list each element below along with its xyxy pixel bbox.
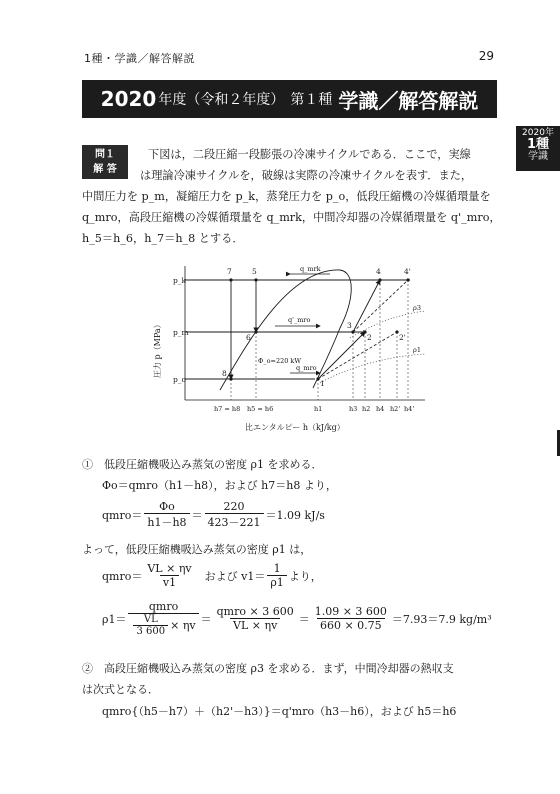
eq4-inner-tail: × ηv bbox=[170, 619, 196, 632]
point-7: 7 bbox=[227, 267, 232, 276]
eq4-inner-frac bbox=[133, 614, 168, 637]
item1-heading: ① 低段圧縮機吸込み蒸気の密度 ρ1 を求める． bbox=[82, 458, 323, 471]
point-4p: 4' bbox=[404, 267, 411, 276]
eq4-num2: qmro × 3 600 bbox=[216, 605, 294, 618]
page-number: 29 bbox=[478, 49, 494, 63]
eq2-result: ＝1.09 kJ/s bbox=[265, 509, 325, 522]
x-tick-h7h8: h7 = h8 bbox=[214, 405, 241, 413]
side-tab-grade: 1種 bbox=[526, 137, 550, 153]
eq4-den1 bbox=[128, 613, 198, 637]
y-tick-pm: p_m bbox=[173, 328, 189, 337]
eq4-den3: 660 × 0.75 bbox=[317, 618, 385, 632]
eq2-equals: ＝ bbox=[191, 509, 203, 522]
eq4-lhs: ρ1＝ bbox=[102, 612, 127, 626]
x-tick-h5h6: h5 = h6 bbox=[247, 405, 274, 413]
flow-label-qmrk: q_mrk bbox=[300, 265, 321, 273]
eq2-mid-num: 220 bbox=[223, 500, 245, 513]
eq3-den: v1 bbox=[160, 575, 179, 589]
eq2-frac1 bbox=[144, 500, 189, 530]
y-tick-pk: p_k bbox=[173, 276, 187, 285]
flow-label-qmro-prime: q'_mro bbox=[288, 316, 311, 324]
title-nendo: 年度（令和２年度） bbox=[158, 92, 285, 108]
eq2-mid-den: 423－221 bbox=[205, 513, 264, 530]
eq4-frac1 bbox=[128, 600, 198, 637]
eq3-num: VL × ηv bbox=[147, 562, 192, 575]
title-year: 2020 bbox=[100, 87, 157, 111]
eq4-frac3 bbox=[312, 605, 390, 632]
eq2-num: Φo bbox=[159, 500, 175, 513]
eq3-frac1 bbox=[144, 562, 194, 589]
eq3-den2: ρ1 bbox=[267, 575, 286, 589]
eq4-equals-1: ＝ bbox=[200, 612, 212, 626]
running-header: 1種・学識／解答解説 bbox=[84, 52, 195, 65]
question-badge-answer: 解 答 bbox=[93, 164, 117, 175]
eq4-result: ＝7.93＝7.9 kg/m³ bbox=[391, 612, 492, 626]
question-badge bbox=[82, 145, 128, 179]
eq4-inner-den: 3 600 bbox=[133, 625, 168, 637]
title-main: 学識／解答解説 bbox=[338, 88, 479, 113]
y-axis-label: 圧力 p（MPa） bbox=[153, 320, 162, 378]
item2-heading: ② 高段圧縮機吸込み蒸気の密度 ρ3 を求める．まず，中間冷却器の熱収支 bbox=[82, 662, 454, 675]
point-3: 3 bbox=[347, 321, 352, 330]
item2-line2: は次式となる． bbox=[82, 683, 159, 696]
point-5: 5 bbox=[252, 267, 257, 276]
eq4-den2: VL × ηv bbox=[230, 618, 280, 632]
item1-eq4 bbox=[102, 600, 492, 637]
side-tab-subject: 学識 bbox=[528, 151, 548, 163]
rho1-label: ρ1 bbox=[413, 346, 421, 354]
point-6: 6 bbox=[246, 333, 251, 342]
ph-diagram bbox=[150, 258, 440, 438]
x-tick-h2: h2 bbox=[362, 405, 371, 413]
title-grade: 第１種 bbox=[290, 92, 333, 108]
flow-label-qmro: q_mro bbox=[296, 364, 317, 372]
x-axis-label: 比エンタルピー h（kJ/kg） bbox=[245, 423, 345, 432]
x-tick-h4: h4 bbox=[376, 405, 385, 413]
item1-eq2 bbox=[102, 500, 325, 530]
eq2-den: h1－h8 bbox=[144, 513, 189, 530]
x-tick-h3: h3 bbox=[349, 405, 358, 413]
eq2-frac2 bbox=[205, 500, 264, 530]
paragraph-line-3: 中間圧力を p_m，凝縮圧力を p_k，蒸発圧力を p_o，低段圧縮機の冷媒循環量を bbox=[82, 190, 491, 203]
eq4-frac2 bbox=[214, 605, 297, 632]
item2-eq: qmro{（h5－h7）＋（h2'－h3）}＝q'mro（h3－h6），および h5＝h6 bbox=[102, 705, 457, 718]
question-badge-number: 問１ bbox=[95, 149, 115, 160]
y-tick-po: p_o bbox=[173, 375, 187, 384]
point-2: 2 bbox=[367, 333, 372, 342]
paragraph-line-1: 下図は，二段圧縮一段膨張の冷凍サイクルである．ここで，実線 bbox=[148, 148, 471, 161]
paragraph-line-5: h_5＝h_6，h_7＝h_8 とする． bbox=[82, 232, 244, 245]
point-4: 4 bbox=[376, 267, 381, 276]
item1-eq1: Φo＝qmro（h1－h8），および h7＝h8 より， bbox=[102, 479, 337, 492]
eq2-lhs: qmro＝ bbox=[102, 509, 143, 522]
x-tick-h4p: h4' bbox=[404, 405, 415, 413]
eq4-inner-num: VL bbox=[143, 614, 158, 625]
eq4-equals-2: ＝ bbox=[298, 612, 310, 626]
eq3-lhs: qmro＝ bbox=[102, 569, 143, 583]
side-tab-year: 2020年 bbox=[522, 128, 554, 138]
point-2p: 2' bbox=[399, 333, 406, 342]
title-bar bbox=[82, 80, 497, 118]
eq3-mid: および v1＝ bbox=[204, 569, 266, 583]
paragraph-line-4: q_mro，高段圧縮機の冷媒循環量を q_mrk，中間冷却器の冷媒循環量を q'_mro， bbox=[82, 211, 501, 224]
side-index-tab bbox=[516, 126, 560, 171]
rho3-label: ρ3 bbox=[413, 304, 421, 312]
point-8: 8 bbox=[222, 369, 227, 378]
flow-label-phi: Φ_o=220 kW bbox=[258, 357, 302, 365]
x-tick-h2p: h2' bbox=[390, 405, 401, 413]
eq4-num1: qmro bbox=[148, 600, 179, 613]
eq3-num2: 1 bbox=[273, 562, 281, 575]
item1-text2: よって，低段圧縮機吸込み蒸気の密度 ρ1 は， bbox=[82, 543, 312, 556]
eq3-frac2 bbox=[267, 562, 286, 589]
item1-eq3 bbox=[102, 562, 322, 589]
paragraph-line-2: は理論冷凍サイクルを，破線は実際の冷凍サイクルを表す．また， bbox=[140, 169, 473, 182]
point-1: 1 bbox=[320, 379, 325, 388]
x-tick-h1: h1 bbox=[314, 405, 323, 413]
eq3-tail: より， bbox=[288, 569, 322, 583]
eq4-num3: 1.09 × 3 600 bbox=[314, 605, 387, 618]
